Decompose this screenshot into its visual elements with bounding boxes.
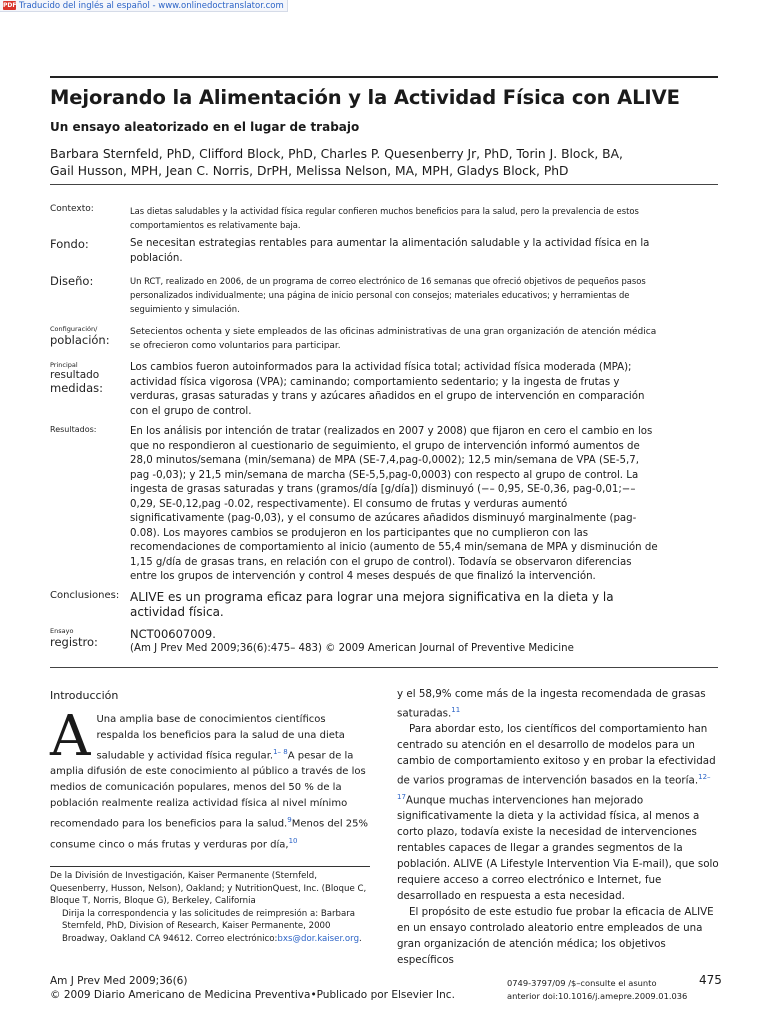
top-rule	[50, 76, 718, 78]
abstract-contexto	[50, 204, 670, 232]
email-link[interactable]: bxs@dor.kaiser.org	[277, 933, 360, 944]
fondo-label: Fondo:	[50, 237, 89, 251]
registro-id: NCT00607009.	[130, 627, 216, 641]
authors-line-1: Barbara Sternfeld, PhD, Clifford Block, PhD, Charles P. Quesenberry Jr, PhD, Torin J. Block, BA,	[50, 147, 623, 161]
ref-link[interactable]: 9	[287, 816, 292, 825]
right-column	[397, 686, 719, 968]
affiliation: De la División de Investigación, Kaiser Permanente (Sternfeld, Quesenberry, Husson, Nelson), Oakland; y NutritionQuest, Inc. (Bloque C, Bloque T, Norris, Bloque G), Berkeley, California	[50, 871, 367, 906]
contexto-text: Las dietas saludables y la actividad física regular confieren muchos beneficios para la salud, pero la prevalencia de estos comportamientos es relativamente baja.	[130, 206, 639, 230]
abstract-conclusiones	[50, 590, 670, 620]
abstract-diseno	[50, 274, 670, 316]
footer-mid	[507, 977, 687, 1003]
resultados-label: Resultados:	[50, 425, 97, 434]
article-subtitle: Un ensayo aleatorizado en el lugar de trabajo	[50, 120, 360, 134]
dropcap: A	[50, 704, 91, 769]
medidas-label-large: medidas:	[50, 381, 103, 395]
fondo-text: Se necesitan estrategias rentables para aumentar la alimentación saludable y la actividad física en la población.	[130, 238, 650, 264]
medidas-label-mid: resultado	[50, 369, 100, 381]
article-title: Mejorando la Alimentación y la Actividad Física con ALIVE	[50, 86, 680, 109]
abstract-top-rule	[50, 184, 718, 185]
right-paragraph-2	[397, 721, 719, 904]
registro-label-large: registro:	[50, 635, 98, 649]
abstract-fondo	[50, 237, 670, 266]
registro-label-small: Ensayo	[50, 627, 74, 635]
correspondence-end: .	[359, 933, 362, 944]
footnote	[50, 870, 370, 945]
ref-link[interactable]: 10	[288, 836, 298, 845]
citation: (Am J Prev Med 2009;36(6):475– 483) © 2009 American Journal of Preventive Medicine	[130, 642, 574, 654]
right-paragraph-1	[397, 686, 719, 721]
journal-ref: Am J Prev Med 2009;36(6)	[50, 975, 188, 987]
ref-link[interactable]: 12–17	[397, 773, 711, 801]
contexto-label: Contexto:	[50, 204, 94, 214]
right-p2-text-b: Aunque muchas intervenciones han mejorado significativamente la dieta y la actividad física, al menos a corto plazo, todavía existe la necesidad de intervenciones rentables capaces de llegar a grandes segmentos de la población. ALIVE (A Lifestyle Intervention Via E-mail), que solo requiere acceso a correo electrónico e Internet, fue desarrollado en respuesta a esta necesidad.	[397, 794, 719, 903]
diseno-text: Un RCT, realizado en 2006, de un programa de correo electrónico de 16 semanas que ofreció objetivos de pequeños pasos personalizados individualmente; una página de inicio personal con consejos; materiales educativos; y herramientas de seguimiento y simulación.	[130, 276, 646, 314]
ref-link[interactable]: 1– 8	[273, 748, 288, 756]
right-p1-text: y el 58,9% come más de la ingesta recomendada de grasas saturadas.	[397, 688, 706, 720]
right-p2-text-a: Para abordar esto, los científicos del comportamiento han centrado su atención en el desarrollo de modelos para un cambio de comportamiento exitoso y en probar la efectividad de varios programas de intervención basados en la teoría.	[397, 723, 716, 787]
config-label-large: población:	[50, 333, 110, 347]
doi: anterior doi:10.1016/j.amepre.2009.01.036	[507, 991, 688, 1001]
copyright: © 2009 Diario Americano de Medicina Preventiva•Publicado por Elsevier Inc.	[50, 989, 455, 1001]
correspondence-text: Dirija la correspondencia y las solicitudes de reimpresión a: Barbara Sternfeld, PhD, Division of Research, Kaiser Permanente, 2000 Broadway, Oakland CA 94612. Correo electrónico:	[62, 908, 356, 944]
medidas-label-small: Principal	[50, 361, 78, 369]
translation-banner[interactable]	[0, 0, 288, 12]
left-column	[50, 688, 370, 853]
diseno-label: Diseño:	[50, 274, 94, 288]
abstract-medidas	[50, 361, 670, 419]
resultados-text: En los análisis por intención de tratar (realizados en 2007 y 2008) que fijaron en cero el cambio en los que no respondieron al cuestionario de seguimiento, el grupo de intervención informó aumentos de 28,0 minutos/semana (min/semana) de MPA (SE-7,4,pag-0,0002); 12,5 min/semana de VPA (SE-5,7, pag -0,03); y 21,5 min/semana de marcha (SE-5,5,pag-0,0003) con respecto al grupo de control. La ingesta de grasas saturadas y trans (gramos/día [g/día]) disminuyó (−– 0,95, SE-0,36, pag-0,01;−– 0,29, SE-0,12,pag -0.02, respectivamente). El consumo de frutas y verduras aumentó significativamente (pag-0,03), y el consumo de azúcares añadidos disminuyó marginalmente (pag-0.08). Los mayores cambios se produjeron en los participantes que no cumplieron con las recomendaciones de comportamiento al inicio (aumento de 55,4 min/semana de MPA y disminución de 1,15 g/día de grasas trans, en relación con el grupo de control). Todavía se observaron diferencias entre los grupos de intervención y control 4 meses después de que finalizó la intervención.	[130, 426, 658, 582]
pdf-icon: PDF	[3, 2, 17, 9]
authors-line-2: Gail Husson, MPH, Jean C. Norris, DrPH, Melissa Nelson, MA, MPH, Gladys Block, PhD	[50, 163, 569, 178]
config-label-small: Configuración/	[50, 325, 98, 333]
intro-paragraph	[50, 704, 370, 853]
abstract-bottom-rule	[50, 667, 718, 668]
abstract-resultados	[50, 425, 670, 585]
conclusiones-label: Conclusiones:	[50, 590, 120, 601]
medidas-text: Los cambios fueron autoinformados para la actividad física total; actividad física moderada (MPA); actividad física vigorosa (VPA); caminando; comportamiento sedentario; y la ingesta de frutas y verduras, grasas saturadas y trans y azúcares añadidos en el grupo de intervención en comparación con el grupo de control.	[130, 362, 645, 417]
ref-link[interactable]: 11	[451, 706, 461, 714]
right-paragraph-3: El propósito de este estudio fue probar la eficacia de ALIVE en un ensayo controlado aleatorio entre empleados de una gran organización de atención médica; los objetivos específicos	[397, 906, 714, 967]
intro-text-c: Menos del 25% consume cinco o más frutas y verduras por día,	[50, 818, 369, 850]
author-list	[50, 146, 690, 179]
intro-text-b: A pesar de la amplia difusión de este conocimiento al público a través de los medios de comunicación populares, menos del 50 % de la población realmente realiza actividad física al nivel mínimo recomendado para los beneficios para la salud.	[50, 750, 366, 830]
banner-text[interactable]: Traducido del inglés al español - www.onlinedoctranslator.com	[19, 0, 284, 11]
footer-left	[50, 974, 455, 1002]
footnote-rule	[50, 866, 370, 867]
intro-text-a: Una amplia base de conocimientos científicos respalda los beneficios para la salud de una dieta saludable y actividad física regular.	[96, 714, 345, 762]
abstract-registro	[50, 627, 670, 656]
page-number: 475	[699, 973, 722, 987]
abstract-configuracion	[50, 325, 670, 353]
issn: 0749-3797/09 /$–consulte el asunto	[507, 978, 657, 988]
intro-heading: Introducción	[50, 689, 119, 702]
correspondence	[50, 908, 370, 946]
config-text: Setecientos ochenta y siete empleados de las oficinas administrativas de una gran organización de atención médica se ofrecieron como voluntarios para participar.	[130, 327, 657, 351]
conclusiones-text: ALIVE es un programa eficaz para lograr una mejora significativa en la dieta y la actividad física.	[130, 590, 614, 619]
